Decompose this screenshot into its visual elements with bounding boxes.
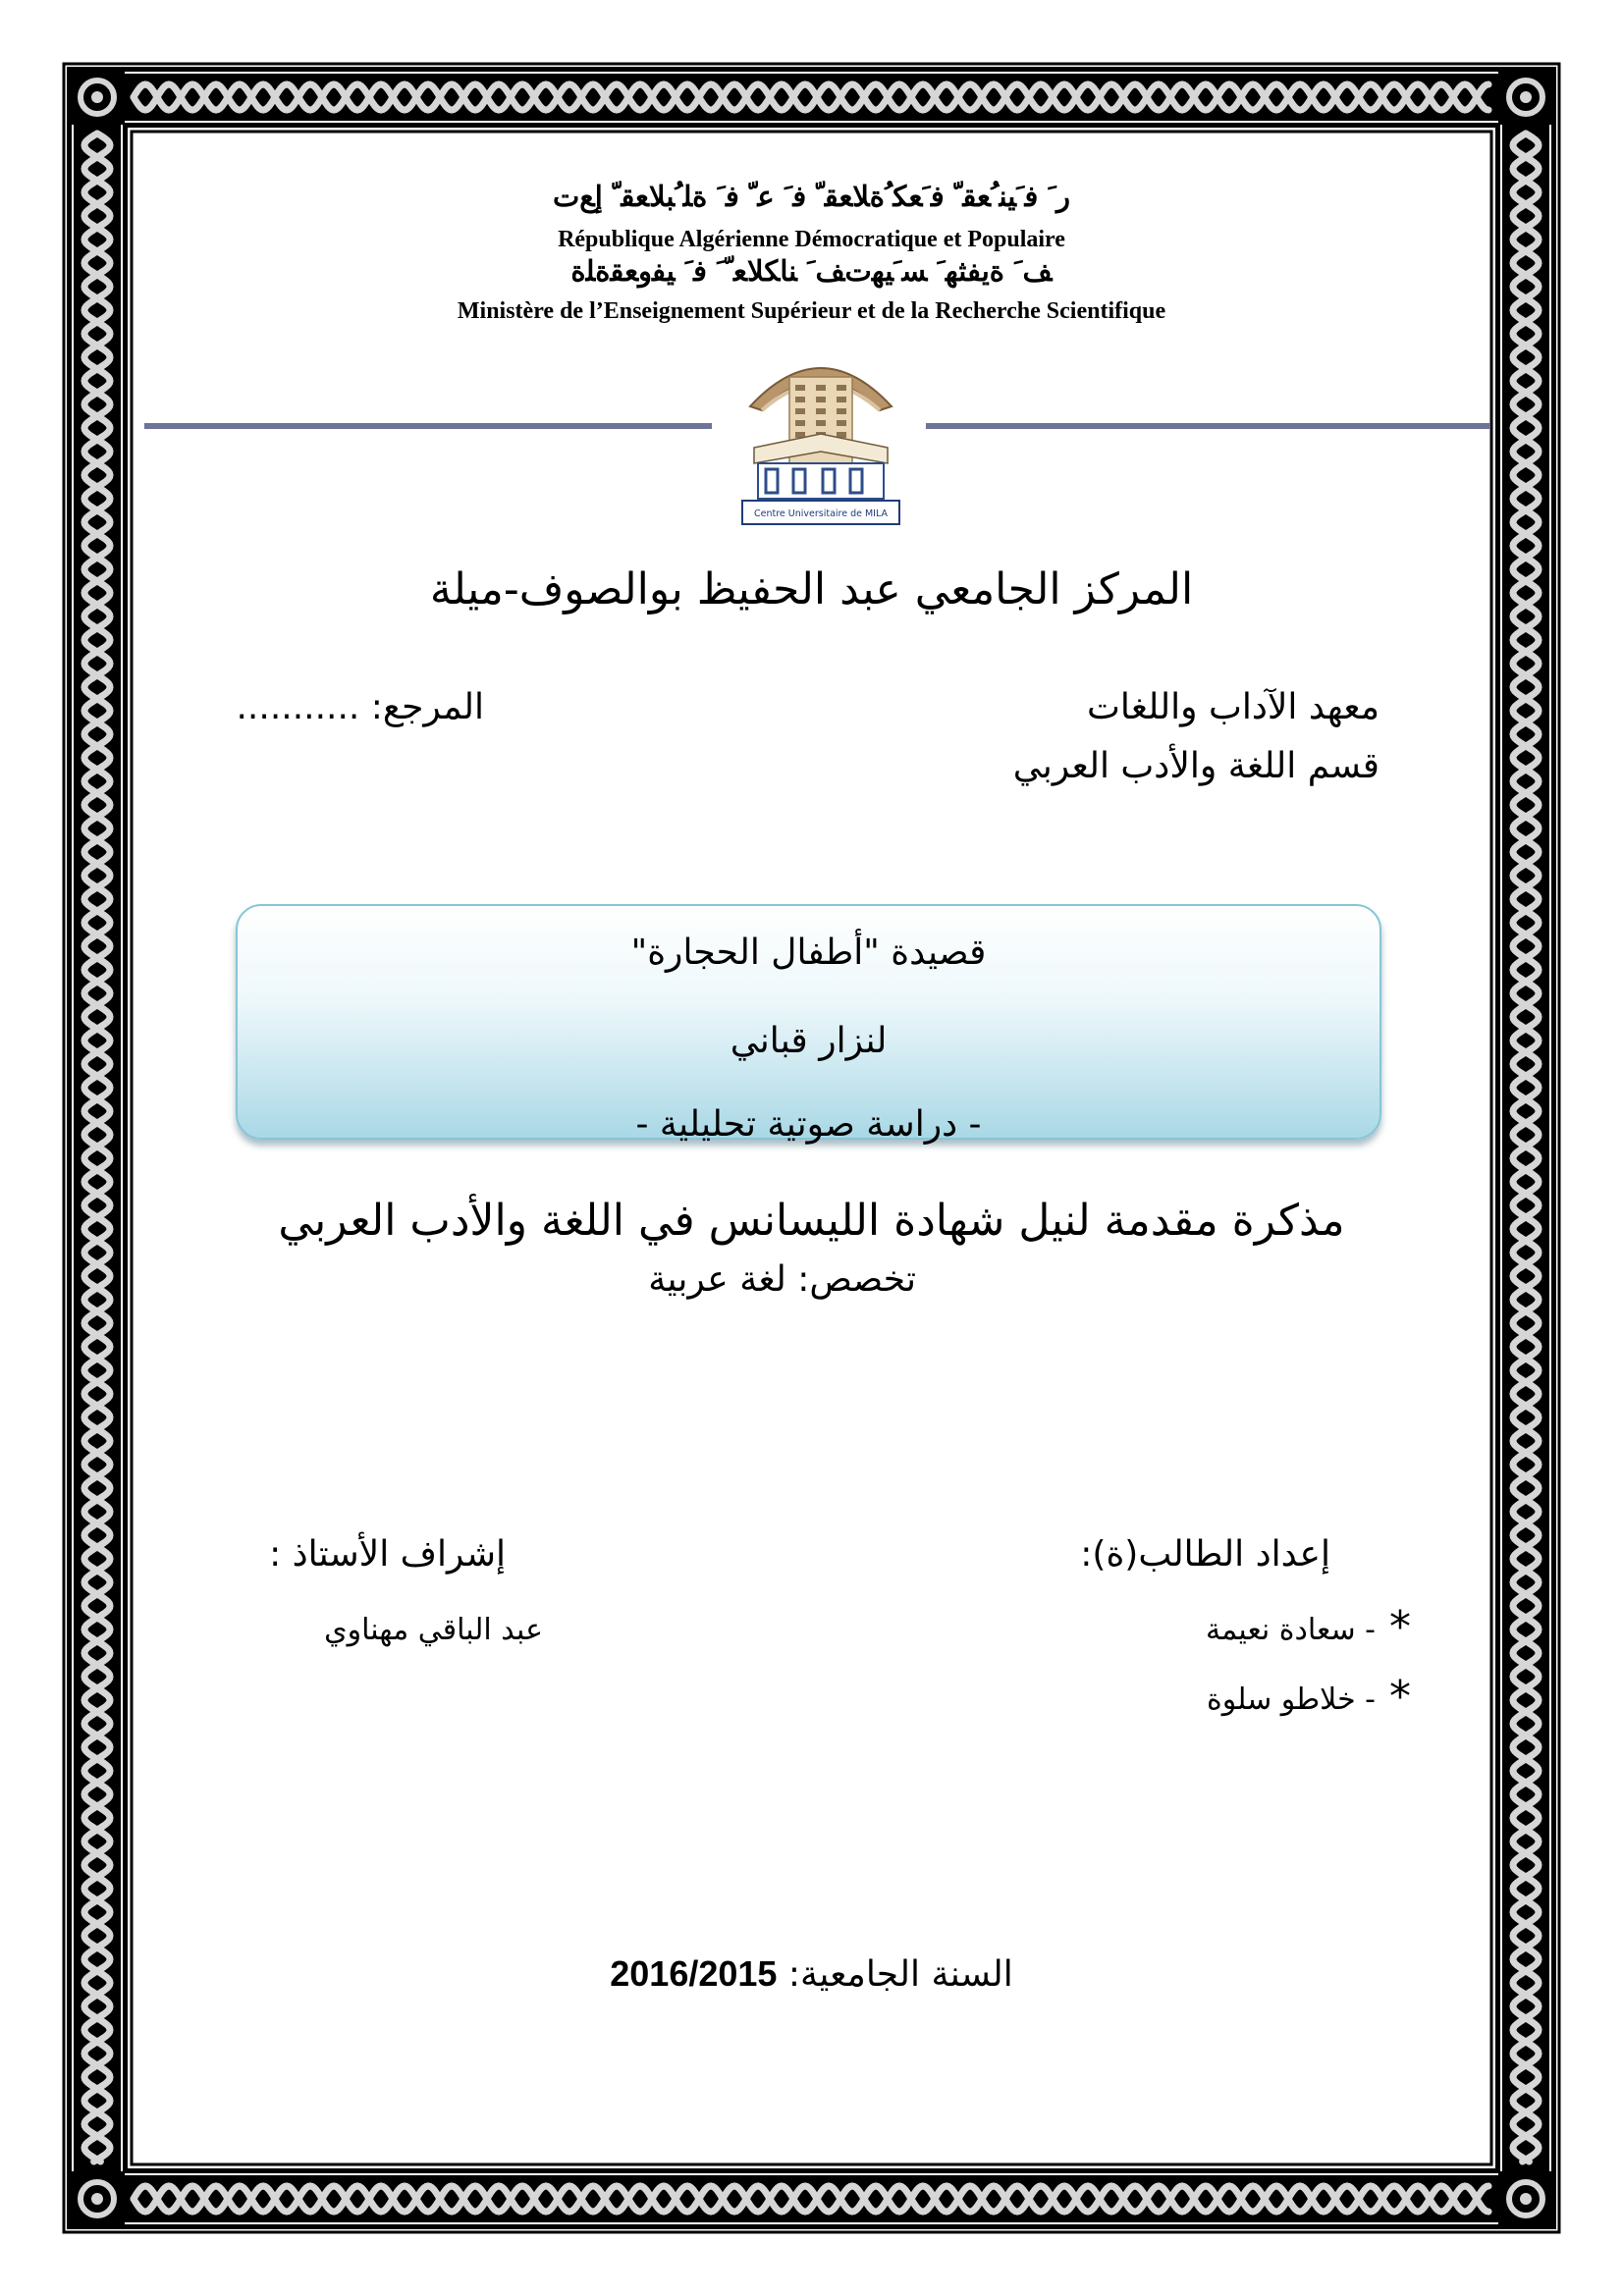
header-republic-french: République Algérienne Démocratique et Populaire	[558, 227, 1065, 252]
logo-caption: Centre Universitaire de MILA	[753, 508, 889, 519]
bullet-star-icon: *	[1389, 1602, 1411, 1652]
header-rule-right	[926, 423, 1490, 429]
bullet-star-icon: *	[1389, 1672, 1411, 1722]
header-republic-arabic: ﺭﹶ ﻓﹶﻴﻨﹸﻌﻘﹼ ﻓﹶﻌﻜﹸﺓﻠﺎﻌﻘﹼ ﻓﹶ ﻋﹼ ﻓﹶ ﺓﻠﹸﺒﻠﺎﻌﻘﹼ ﺇﻊﺕ	[552, 180, 1070, 213]
header-ministry-french: Ministère de l’Enseignement Supérieur et de la Recherche Scientifique	[457, 298, 1166, 324]
student-name-2: - خلاطو سلوة	[1206, 1682, 1376, 1717]
university-logo	[732, 338, 909, 529]
academic-year-label: السنة الجامعية:	[777, 1954, 1013, 1995]
institute-name: معهد الآداب واللغات	[1087, 687, 1380, 727]
thesis-title-line1: قصيدة "أطفال الحجارة"	[630, 933, 987, 973]
supervisor-label: إشراف الأستاذ :	[269, 1534, 506, 1575]
header-ministry-arabic: ﻒﹶ ﺓﻳﻔﺜﻬﹶ ﺴﹶﻴﻬﺕﻒﹶ ﻨﺎﻜﻠﺎﻌﹼﹶ ﻓﹶ ﻴﻔﻭﻌﻘﺓﻠﺓ	[570, 254, 1053, 288]
thesis-title-line2: لنزار قباني	[730, 1021, 888, 1061]
degree-statement: مذكرة مقدمة لنيل شهادة الليسانس في اللغة والأدب العربي	[278, 1196, 1345, 1246]
department-name: قسم اللغة والأدب العربي	[1012, 746, 1380, 786]
student-name-1: - سعادة نعيمة	[1205, 1613, 1376, 1647]
students-label: إعداد الطالب(ة):	[1080, 1534, 1330, 1575]
header-rule-left	[144, 423, 712, 429]
thesis-title-line3: - دراسة صوتية تحليلية -	[635, 1104, 982, 1145]
supervisor-name: عبد الباقي مهناوي	[324, 1613, 543, 1647]
specialty: تخصص: لغة عربية	[648, 1259, 916, 1300]
reference-number: المرجع: ...........	[236, 687, 484, 727]
academic-year-value: 2016/2015	[610, 1953, 778, 1994]
university-name: المركز الجامعي عبد الحفيظ بوالصوف-ميلة	[429, 564, 1194, 614]
academic-year	[0, 1953, 1623, 1995]
